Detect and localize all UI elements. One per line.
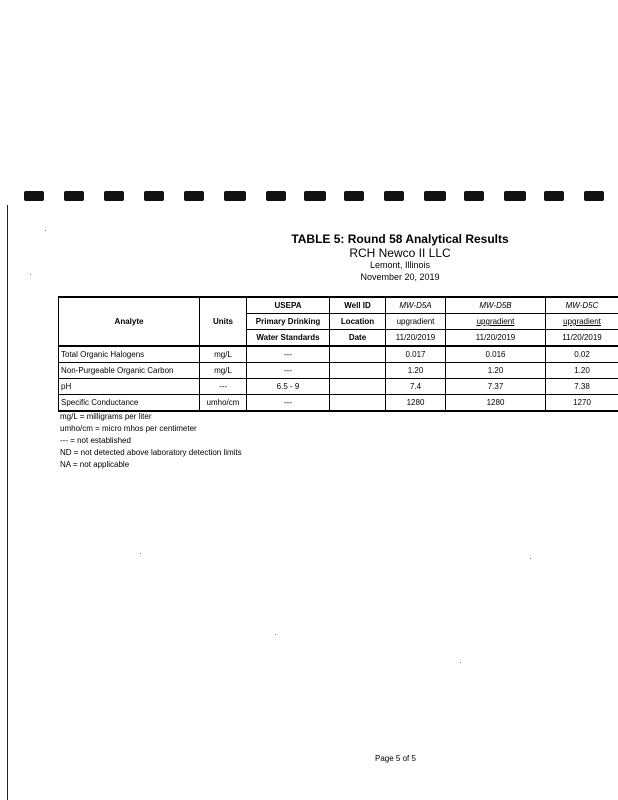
sample-date-cell: 11/20/2019 bbox=[386, 330, 446, 347]
punch-mark bbox=[144, 191, 164, 201]
punch-mark bbox=[104, 191, 124, 201]
table-header-row bbox=[59, 297, 618, 314]
sample-date-cell: 11/20/2019 bbox=[446, 330, 546, 347]
punch-mark bbox=[266, 191, 286, 201]
table-row bbox=[59, 379, 618, 395]
scan-speck bbox=[530, 558, 531, 559]
scan-left-edge bbox=[7, 205, 8, 800]
punch-mark bbox=[504, 191, 526, 201]
location-cell: upgradient bbox=[446, 314, 546, 330]
date-label: Date bbox=[330, 330, 386, 347]
analyte-cell: Total Organic Halogens bbox=[59, 346, 200, 363]
value-cell: 1280 bbox=[446, 395, 546, 412]
value-cell: 1.20 bbox=[386, 363, 446, 379]
units-cell: --- bbox=[200, 379, 247, 395]
punch-mark bbox=[304, 191, 326, 201]
scan-speck bbox=[45, 230, 46, 231]
footnote: mg/L = milligrams per liter bbox=[60, 412, 152, 421]
table-row bbox=[59, 363, 618, 379]
report-date: November 20, 2019 bbox=[360, 272, 440, 282]
units-header: Units bbox=[200, 297, 247, 346]
units-cell: mg/L bbox=[200, 346, 247, 363]
city-label: Lemont, Illinois bbox=[369, 260, 431, 270]
page-number: Page 5 of 5 bbox=[375, 754, 416, 763]
blank-cell bbox=[330, 379, 386, 395]
analyte-cell: Specific Conductance bbox=[59, 395, 200, 412]
scan-speck bbox=[140, 553, 141, 554]
table-row bbox=[59, 395, 618, 412]
punch-mark bbox=[424, 191, 446, 201]
punch-mark bbox=[584, 191, 604, 201]
scan-speck bbox=[460, 662, 461, 663]
table-title: TABLE 5: Round 58 Analytical Results bbox=[291, 232, 509, 246]
value-cell: 1.20 bbox=[546, 363, 618, 379]
standards-header-line3: Water Standards bbox=[247, 330, 330, 347]
punch-mark bbox=[384, 191, 404, 201]
scan-speck bbox=[275, 634, 276, 635]
well-id-cell: MW-D5A bbox=[386, 297, 446, 314]
footnotes bbox=[60, 411, 242, 471]
standard-cell: --- bbox=[247, 395, 330, 412]
location-label: Location bbox=[330, 314, 386, 330]
punch-mark bbox=[64, 191, 84, 201]
value-cell: 1.20 bbox=[446, 363, 546, 379]
punch-mark bbox=[184, 191, 204, 201]
value-cell: 7.4 bbox=[386, 379, 446, 395]
footnote: --- = not established bbox=[60, 436, 131, 445]
footnote: umho/cm = micro mhos per centimeter bbox=[60, 424, 197, 433]
blank-cell bbox=[330, 346, 386, 363]
value-cell: 7.37 bbox=[446, 379, 546, 395]
scan-speck bbox=[30, 274, 31, 275]
analytical-results-table bbox=[58, 296, 618, 412]
well-id-cell: MW-D5B bbox=[446, 297, 546, 314]
punch-mark bbox=[24, 191, 44, 201]
standard-cell: --- bbox=[247, 346, 330, 363]
well-id-label: Well ID bbox=[330, 297, 386, 314]
standards-header-line2: Primary Drinking bbox=[247, 314, 330, 330]
table-row bbox=[59, 346, 618, 363]
footnote: NA = not applicable bbox=[60, 460, 130, 469]
punch-hole-strip bbox=[22, 191, 608, 203]
standard-cell: 6.5 - 9 bbox=[247, 379, 330, 395]
punch-mark bbox=[464, 191, 484, 201]
blank-cell bbox=[330, 363, 386, 379]
value-cell: 0.02 bbox=[546, 346, 618, 363]
standard-cell: --- bbox=[247, 363, 330, 379]
location-cell: upgradient bbox=[386, 314, 446, 330]
value-cell: 0.017 bbox=[386, 346, 446, 363]
analyte-cell: Non-Purgeable Organic Carbon bbox=[59, 363, 200, 379]
units-cell: mg/L bbox=[200, 363, 247, 379]
punch-mark bbox=[344, 191, 364, 201]
value-cell: 1270 bbox=[546, 395, 618, 412]
analyte-header: Analyte bbox=[59, 297, 200, 346]
punch-mark bbox=[544, 191, 564, 201]
value-cell: 0.016 bbox=[446, 346, 546, 363]
well-id-cell: MW-D5C bbox=[546, 297, 618, 314]
location-cell: upgradient bbox=[546, 314, 618, 330]
footnote: ND = not detected above laboratory detection limits bbox=[60, 448, 242, 457]
analyte-cell: pH bbox=[59, 379, 200, 395]
company-name: RCH Newco II LLC bbox=[349, 246, 451, 260]
value-cell: 7.38 bbox=[546, 379, 618, 395]
standards-header-line1: USEPA bbox=[247, 297, 330, 314]
value-cell: 1280 bbox=[386, 395, 446, 412]
punch-mark bbox=[224, 191, 246, 201]
units-cell: umho/cm bbox=[200, 395, 247, 412]
blank-cell bbox=[330, 395, 386, 412]
sample-date-cell: 11/20/2019 bbox=[546, 330, 618, 347]
